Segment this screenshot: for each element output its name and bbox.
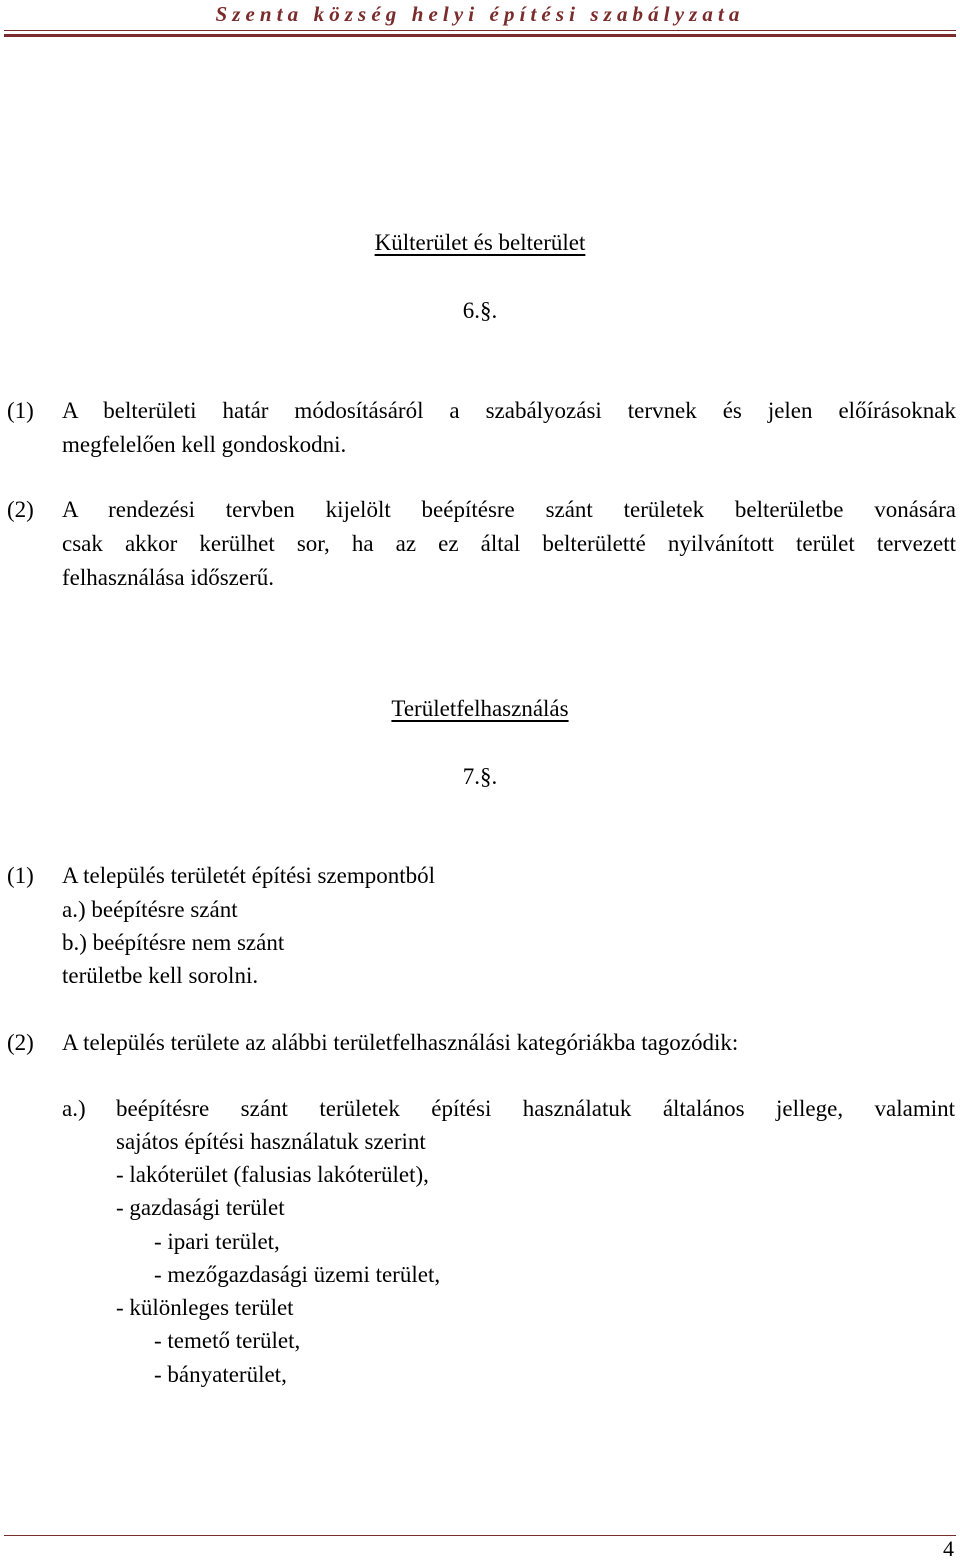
paragraph-line: területbe kell sorolni. — [62, 963, 259, 988]
list-item: - bányaterület, — [154, 1362, 287, 1387]
list-item-label: a.) — [62, 1096, 86, 1121]
paragraph-number: (2) — [7, 497, 34, 522]
section-number-6: 6.§. — [462, 298, 498, 323]
page-number: 4 — [943, 1536, 954, 1561]
paragraph-line: sajátos építési használatuk szerint — [116, 1129, 426, 1154]
paragraph-number: (2) — [7, 1030, 34, 1055]
header-rule-thin — [4, 30, 956, 31]
header-rule-thick — [4, 34, 956, 37]
section-number-7: 7.§. — [462, 764, 498, 789]
paragraph-number: (1) — [7, 863, 34, 888]
list-item: - temető terület, — [154, 1328, 301, 1353]
list-item: - gazdasági terület — [116, 1195, 285, 1220]
paragraph-number: (1) — [7, 398, 34, 423]
list-item: - különleges terület — [116, 1295, 294, 1320]
running-header: Szenta község helyi építési szabályzata — [215, 2, 745, 26]
paragraph-line: A település területe az alábbi területfelhasználási kategóriákba tagozódik: — [62, 1030, 739, 1055]
paragraph-line: A belterületi határ módosításáról a szabályozási tervnek és jelen előírásoknak — [62, 398, 956, 423]
paragraph-line: csak akkor kerülhet sor, ha az ez által belterületté nyilvánított terület tervezett — [62, 531, 956, 556]
paragraph-line: megfelelően kell gondoskodni. — [62, 432, 347, 457]
list-item: b.) beépítésre nem szánt — [62, 930, 285, 955]
list-item: - lakóterület (falusias lakóterület), — [116, 1162, 429, 1187]
list-item: - ipari terület, — [154, 1229, 280, 1254]
paragraph-line: felhasználása időszerű. — [62, 565, 275, 590]
footer-rule — [4, 1535, 956, 1536]
paragraph-line: beépítésre szánt területek építési használatuk általános jellege, valamint — [116, 1096, 955, 1121]
list-item: a.) beépítésre szánt — [62, 897, 238, 922]
section-title-7: Területfelhasználás — [391, 696, 569, 721]
paragraph-line: A rendezési tervben kijelölt beépítésre szánt területek belterületbe vonására — [62, 497, 956, 522]
paragraph-line: A település területét építési szempontból — [62, 863, 436, 888]
list-item: - mezőgazdasági üzemi terület, — [154, 1262, 441, 1287]
section-title-6: Külterület és belterület — [374, 230, 586, 255]
